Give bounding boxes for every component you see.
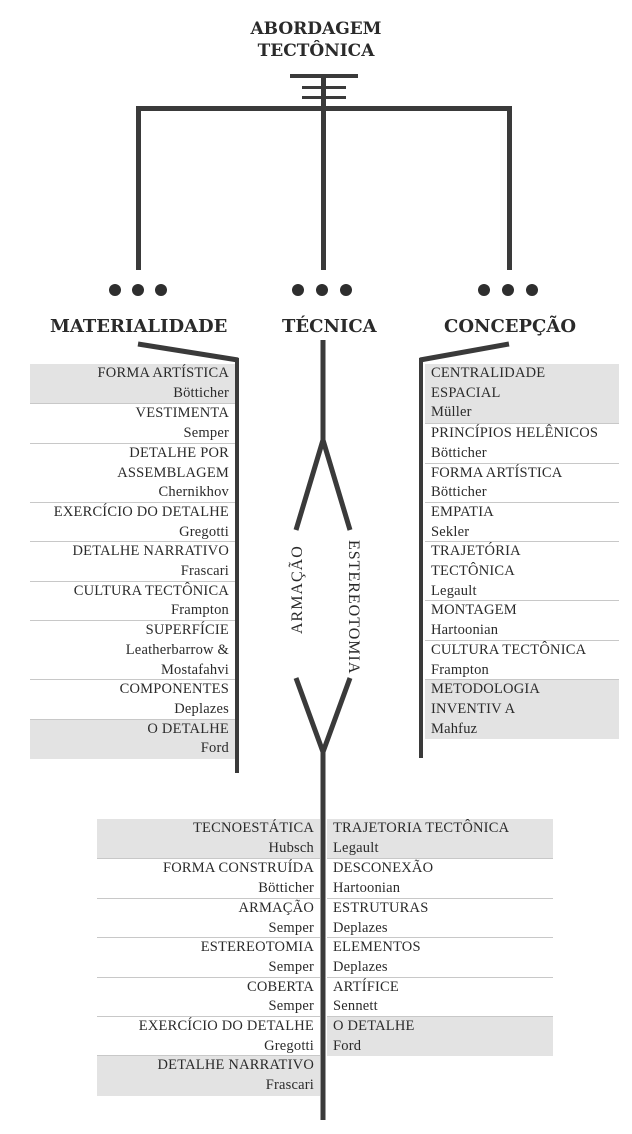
entry-concept: FORMA ARTÍSTICA (431, 464, 563, 481)
materialidade-entry (30, 403, 235, 443)
entry-author: Gregotti (179, 523, 229, 540)
ellipsis-dot (109, 284, 121, 296)
entry-concept: COMPONENTES (119, 681, 229, 698)
entry-concept: ESTEREOTOMIA (200, 939, 314, 956)
tecnica_left-entry (97, 819, 320, 858)
fork-upper (296, 440, 350, 530)
title-line-2: TECTÔNICA (257, 41, 375, 61)
entry-concept: O DETALHE (147, 720, 229, 737)
concepcao-entry (425, 600, 619, 640)
materialidade-entry (30, 581, 235, 621)
concepcao-entry (425, 640, 619, 680)
entry-concept: ARMAÇÃO (238, 899, 314, 916)
entry-author: Bötticher (431, 444, 487, 461)
materialidade-entry (30, 541, 235, 581)
ellipsis-dot (155, 284, 167, 296)
entry-author: Deplazes (333, 958, 388, 975)
entry-author: Semper (268, 919, 314, 936)
concepcao-bracket (420, 344, 509, 360)
concepcao-entry (425, 364, 619, 423)
tecnica_right-entry (327, 977, 553, 1017)
entry-author: Hartoonian (333, 880, 401, 897)
fork-label-estereotomia: ESTEREOTOMIA (345, 540, 362, 675)
entry-author: Müller (431, 404, 472, 421)
entry-concept: DETALHE NARRATIVO (72, 543, 229, 560)
entry-concept: CULTURA TECTÔNICA (73, 582, 229, 599)
entry-concept: Leatherbarrow & (125, 641, 229, 658)
entry-author: Semper (268, 998, 314, 1015)
entry-author: Hartoonian (431, 622, 499, 639)
entry-concept: INVENTIV A (431, 700, 516, 717)
tecnica_left-entry (97, 1016, 320, 1056)
entry-author: Frampton (171, 602, 229, 619)
tecnica_left-entry (97, 977, 320, 1017)
concepcao-entry (425, 502, 619, 542)
entry-concept: DETALHE NARRATIVO (157, 1057, 314, 1074)
entry-author: Semper (183, 425, 229, 442)
materialidade-entry (30, 364, 235, 403)
ellipsis-dot (340, 284, 352, 296)
ellipsis-dot (478, 284, 490, 296)
entry-concept: TRAJETORIA TECTÔNICA (333, 820, 510, 836)
entry-concept: EMPATIA (431, 503, 494, 520)
tecnica_right-entry (327, 819, 553, 858)
materialidade-entry (30, 502, 235, 542)
entry-author: Bötticher (431, 484, 487, 501)
fork-label-armacao: ARMAÇÃO (289, 545, 306, 634)
materialidade-bracket (138, 344, 238, 360)
entry-concept: TECTÔNICA (431, 563, 515, 579)
entry-author: Legault (333, 839, 379, 856)
tecnica_right-entry (327, 1016, 553, 1056)
branch-materialidade: MATERIALIDADE (50, 316, 228, 337)
entry-concept: METODOLOGIA (431, 681, 541, 698)
entry-author: Semper (268, 958, 314, 975)
tecnica_left-entry (97, 858, 320, 898)
entry-author: Frascari (265, 1077, 314, 1094)
entry-author: Frascari (180, 563, 229, 579)
entry-concept: MONTAGEM (431, 602, 517, 619)
ellipsis-dot (502, 284, 514, 296)
entry-concept: ASSEMBLAGEM (117, 464, 229, 481)
branch-tecnica: TÉCNICA (282, 316, 377, 337)
tecnica_left-entry (97, 1055, 320, 1095)
entry-author: Legault (431, 582, 477, 599)
entry-concept: SUPERFÍCIE (145, 622, 229, 639)
ellipsis-dot (132, 284, 144, 296)
tecnica_left-entry (97, 898, 320, 938)
entry-concept: FORMA CONSTRUÍDA (162, 860, 314, 877)
materialidade-entry (30, 443, 235, 503)
tecnica_right-entry (327, 898, 553, 938)
entry-concept: EXERCÍCIO DO DETALHE (138, 1018, 314, 1034)
materialidade-entry (30, 679, 235, 719)
entry-author: Ford (200, 740, 229, 757)
branch-concepcao: CONCEPÇÃO (444, 316, 577, 337)
tecnica_left-entry (97, 937, 320, 977)
entry-author: Gregotti (264, 1037, 314, 1054)
diagram-title (216, 18, 416, 62)
ellipsis-dot (316, 284, 328, 296)
entry-concept: O DETALHE (333, 1018, 415, 1034)
entry-author: Sekler (431, 523, 470, 540)
entry-concept: COBERTA (246, 978, 314, 995)
entry-author: Sennett (333, 998, 378, 1015)
tecnica_right-entry (327, 858, 553, 898)
entry-author: Deplazes (333, 919, 388, 936)
title-line-1: ABORDAGEM (250, 19, 382, 39)
ellipsis-dot (526, 284, 538, 296)
center-stem-line (321, 74, 326, 270)
ellipsis-dot (292, 284, 304, 296)
entry-concept: TECNOESTÁTICA (192, 820, 314, 836)
entry-concept: DETALHE POR (129, 444, 229, 461)
entry-concept: ARTÍFICE (333, 978, 399, 995)
entry-author: Mostafahvi (160, 661, 229, 678)
right-drop-line (507, 106, 512, 270)
left-drop-line (136, 106, 141, 270)
entry-concept: TRAJETÓRIA (431, 543, 521, 560)
entry-author: Frampton (431, 661, 489, 678)
materialidade-entry (30, 620, 235, 680)
materialidade-entry (30, 719, 235, 759)
entry-concept: DESCONEXÃO (333, 860, 434, 877)
entry-concept: CULTURA TECTÔNICA (431, 641, 587, 658)
entry-concept: PRINCÍPIOS HELÊNICOS (431, 425, 599, 442)
entry-concept: ELEMENTOS (333, 939, 421, 956)
concepcao-entry (425, 679, 619, 739)
concepcao-entry (425, 463, 619, 503)
entry-concept: ESPACIAL (431, 384, 501, 401)
entry-concept: FORMA ARTÍSTICA (97, 365, 229, 381)
entry-author: Ford (333, 1037, 362, 1054)
entry-author: Hubsch (268, 839, 314, 856)
entry-author: Bötticher (173, 384, 229, 401)
entry-author: Deplazes (174, 700, 229, 717)
fork-lower (296, 678, 350, 752)
entry-concept: VESTIMENTA (135, 405, 229, 422)
entry-concept: ESTRUTURAS (333, 899, 429, 916)
concepcao-entry (425, 541, 619, 601)
entry-author: Bötticher (258, 880, 314, 897)
entry-author: Mahfuz (431, 720, 478, 737)
entry-author: Chernikhov (158, 484, 229, 501)
concepcao-entry (425, 423, 619, 463)
entry-concept: EXERCÍCIO DO DETALHE (53, 503, 229, 520)
tecnica_right-entry (327, 937, 553, 977)
entry-concept: CENTRALIDADE (431, 365, 546, 381)
